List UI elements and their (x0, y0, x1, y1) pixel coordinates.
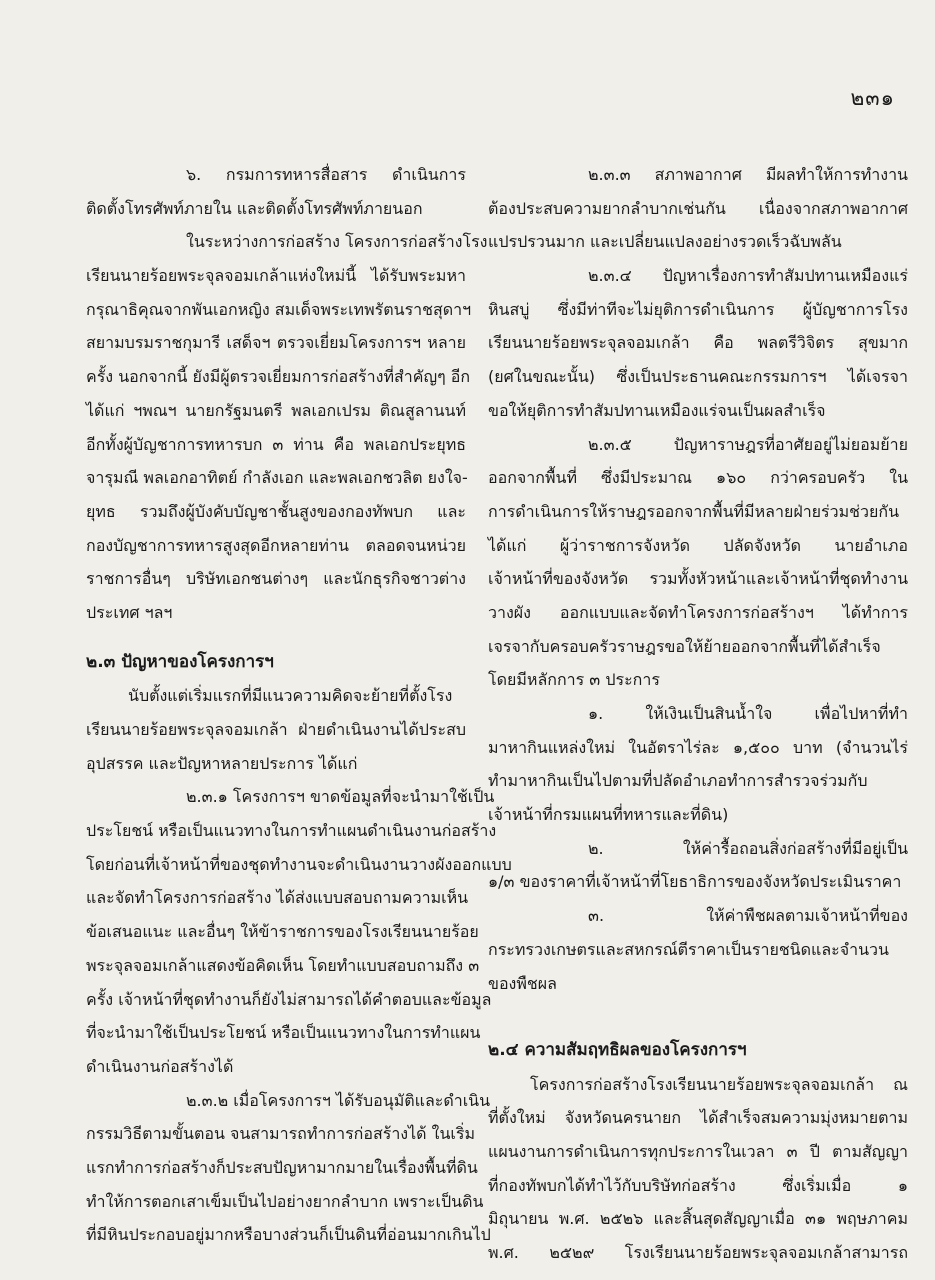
text-line: กระทรวงเกษตรและสหกรณ์ตีราคาเป็นรายชนิดและจำนวน (488, 939, 889, 959)
list-item-3 (488, 899, 908, 1000)
text-line: นับตั้งแต่เริ่มแรกที่มีแนวความคิดจะย้ายที่ตั้งโรง (128, 686, 453, 706)
text-line: มาหากินแหล่งใหม่ ในอัตราไร่ละ ๑,๕๐๐ บาท (จำนวนไร่ (488, 737, 908, 757)
text-line: ๒. ให้ค่ารื้อถอนสิ่งก่อสร้างที่มีอยู่เป็น (588, 838, 908, 858)
paragraph-2-4 (488, 1068, 908, 1270)
text-line: ๑. ให้เงินเป็นสินน้ำใจ เพื่อไปหาที่ทำ (588, 704, 908, 723)
text-line: (ยศในขณะนั้น) ซึ่งเป็นประธานคณะกรรมการฯ ได้เจรจา (488, 367, 908, 387)
right-column (488, 158, 908, 1270)
text-line: ที่มีหินประกอบอยู่มากหรือบางส่วนก็เป็นดินที่อ่อนมากเกินไป (86, 1225, 491, 1245)
text-line: ขอให้ยุติการทำสัมปทานเหมืองแร่จนเป็นผลสำเร็จ (488, 400, 826, 420)
text-line: วางผัง ออกแบบและจัดทำโครงการก่อสร้างฯ ได้ทำการ (488, 602, 908, 622)
paragraph-2-3-5 (488, 428, 908, 698)
text-line: ต้องประสบความยากลำบากเช่นกัน เนื่องจากสภาพอากาศ (488, 198, 908, 218)
text-line: ที่จะนำมาใช้เป็นประโยชน์ หรือเป็นแนวทางในการทำแผน (86, 1023, 481, 1043)
text-line: เรียนนายร้อยพระจุลจอมเกล้า คือ พลตรีวิจิตร สุขมาก (488, 333, 908, 353)
text-line: ทำให้การตอกเสาเข็มเป็นไปอย่างยากลำบาก เพราะเป็นดิน (86, 1191, 484, 1211)
text-line: ทำมาหากินเป็นไปตามที่ปลัดอำเภอทำการสำรวจร่วมกับ (488, 771, 868, 791)
text-line: การดำเนินการให้ราษฎรออกจากพื้นที่มีหลายฝ่ายร่วมช่วยกัน (488, 501, 900, 521)
text-line: อีกทั้งผู้บัญชาการทหารบก ๓ ท่าน คือ พลเอกประยุทธ (86, 434, 466, 454)
text-line: ของพืชผล (488, 973, 557, 993)
text-line: แปรปรวนมาก และเปลี่ยนแปลงอย่างรวดเร็วฉับพลัน (488, 232, 842, 252)
page-number: ๒๓๑ (850, 86, 895, 110)
text-line: ๒.๓.๑ โครงการฯ ขาดข้อมูลที่จะนำมาใช้เป็น (186, 787, 495, 807)
text-line: ราชการอื่นๆ บริษัทเอกชนต่างๆ และนักธุรกิจชาวต่าง (86, 569, 466, 589)
text-line: กองบัญชาการทหารสูงสุดอีกหลายท่าน ตลอดจนหน่วย (86, 535, 466, 555)
text-line: ๑/๓ ของราคาที่เจ้าหน้าที่โยธาธิการของจังหวัดประเมินราคา (488, 872, 902, 892)
paragraph-communications (86, 158, 466, 225)
paragraph-visits (86, 225, 488, 629)
left-column (86, 158, 512, 1252)
text-line: ๖. กรมการทหารสื่อสาร ดำเนินการ (186, 165, 466, 184)
text-line: พ.ศ. ๒๕๒๙ โรงเรียนนายร้อยพระจุลจอมเกล้าสามารถ (488, 1243, 908, 1262)
paragraph-2-3-3 (488, 158, 908, 259)
paragraph-2-3-4 (488, 259, 908, 427)
paragraph-2-3-1 (86, 780, 512, 1083)
text-line: มิถุนายน พ.ศ. ๒๕๒๖ และสิ้นสุดสัญญาเมื่อ ๓๑ พฤษภาคม (488, 1209, 908, 1229)
text-line: ๒.๓.๒ เมื่อโครงการฯ ได้รับอนุมัติและดำเนิน (186, 1090, 491, 1110)
list-item-1 (488, 697, 908, 832)
paragraph-intro (86, 679, 466, 780)
text-line: ได้แก่ ฯพณฯ นายกรัฐมนตรี พลเอกเปรม ติณสูลานนท์ (86, 400, 466, 420)
text-line: กรุณาธิคุณจากพันเอกหญิง สมเด็จพระเทพรัตนราชสุดาฯ (86, 299, 472, 319)
text-line: เจรจากับครอบครัวราษฎรขอให้ย้ายออกจากพื้นที่ได้สำเร็จ (488, 636, 881, 656)
list-item-2 (488, 832, 908, 899)
text-line: สยามบรมราชกุมารี เสด็จฯ ตรวจเยี่ยมโครงการฯ หลาย (86, 333, 466, 353)
text-line: ข้อเสนอแนะ และอื่นๆ ให้ข้าราชการของโรงเรียนนายร้อย (86, 922, 479, 942)
text-line: ยุทธ รวมถึงผู้บังคับบัญชาชั้นสูงของกองทัพบก และ (86, 501, 466, 521)
text-line: ที่ตั้งใหม่ จังหวัดนครนายก ได้สำเร็จสมความมุ่งหมายตาม (488, 1108, 908, 1128)
text-line: ครั้ง เจ้าหน้าที่ชุดทำงานก็ยังไม่สามารถได้คำตอบและข้อมูล (86, 989, 492, 1009)
text-line: หินสบู่ ซึ่งมีท่าทีจะไม่ยุติการดำเนินการ ผู้บัญชาการโรง (488, 299, 908, 319)
text-line: เจ้าหน้าที่กรมแผนที่ทหารและที่ดิน) (488, 805, 729, 825)
text-line: ในระหว่างการก่อสร้าง โครงการก่อสร้างโรง (186, 232, 488, 252)
text-line: อุปสรรค และปัญหาหลายประการ ได้แก่ (86, 753, 358, 773)
text-line: พระจุลจอมเกล้าแสดงข้อคิดเห็น โดยทำแบบสอบถามถึง ๓ (86, 955, 480, 975)
text-line: โดยก่อนที่เจ้าหน้าที่ของชุดทำงานจะดำเนินงานวางผังออกแบบ (86, 854, 512, 874)
section-heading-2-4: ๒.๔ ความสัมฤทธิผลของโครงการฯ (488, 1039, 747, 1060)
text-line: โดยมีหลักการ ๓ ประการ (488, 670, 660, 690)
text-line: ติดตั้งโทรศัพท์ภายใน และติดตั้งโทรศัพท์ภายนอก (86, 198, 423, 218)
paragraph-2-3-2 (86, 1084, 491, 1252)
text-line: ครั้ง นอกจากนี้ ยังมีผู้ตรวจเยี่ยมการก่อสร้างที่สำคัญๆ อีก (86, 367, 471, 387)
text-line: ประเทศ ฯลฯ (86, 602, 173, 622)
section-heading-2-3: ๒.๓ ปัญหาของโครงการฯ (86, 651, 274, 672)
text-line: เรียนนายร้อยพระจุลจอมเกล้าแห่งใหม่นี้ ได้รับพระมหา (86, 266, 466, 286)
text-line: ที่กองทัพบกได้ทำไว้กับบริษัทก่อสร้าง ซึ่งเริ่มเมื่อ ๑ (488, 1175, 908, 1195)
text-line: แผนงานการดำเนินการทุกประการในเวลา ๓ ปี ตามสัญญา (488, 1141, 908, 1161)
text-line: ได้แก่ ผู้ว่าราชการจังหวัด ปลัดจังหวัด นายอำเภอ (488, 535, 908, 555)
text-line: และจัดทำโครงการก่อสร้าง ได้ส่งแบบสอบถามความเห็น (86, 888, 469, 908)
text-line: โครงการก่อสร้างโรงเรียนนายร้อยพระจุลจอมเกล้า ณ (530, 1074, 908, 1094)
text-line: ๓. ให้ค่าพืชผลตามเจ้าหน้าที่ของ (588, 906, 908, 926)
text-line: ๒.๓.๕ ปัญหาราษฎรที่อาศัยอยู่ไม่ยอมย้าย (588, 434, 908, 454)
text-line: ดำเนินงานก่อสร้างได้ (86, 1056, 234, 1076)
text-line: ประโยชน์ หรือเป็นแนวทางในการทำแผนดำเนินงานก่อสร้าง (86, 821, 497, 841)
text-line: ๒.๓.๔ ปัญหาเรื่องการทำสัมปทานเหมืองแร่ (588, 266, 908, 286)
text-line: แรกทำการก่อสร้างก็ประสบปัญหามากมายในเรื่องพื้นที่ดิน (86, 1157, 478, 1177)
text-line: ๒.๓.๓ สภาพอากาศ มีผลทำให้การทำงาน (588, 165, 908, 184)
text-line: เจ้าหน้าที่ของจังหวัด รวมทั้งหัวหน้าและเจ้าหน้าที่ชุดทำงาน (488, 569, 908, 589)
text-line: กรรมวิธีตามขั้นตอน จนสามารถทำการก่อสร้างได้ ในเริ่ม (86, 1124, 475, 1144)
text-line: เรียนนายร้อยพระจุลจอมเกล้า ฝ่ายดำเนินงานได้ประสบ (86, 720, 466, 739)
text-line: จารุมณี พลเอกอาทิตย์ กำลังเอก และพลเอกชวลิต ยงใจ- (86, 468, 468, 488)
text-line: ออกจากพื้นที่ ซึ่งมีประมาณ ๑๖๐ กว่าครอบครัว ใน (488, 468, 908, 488)
